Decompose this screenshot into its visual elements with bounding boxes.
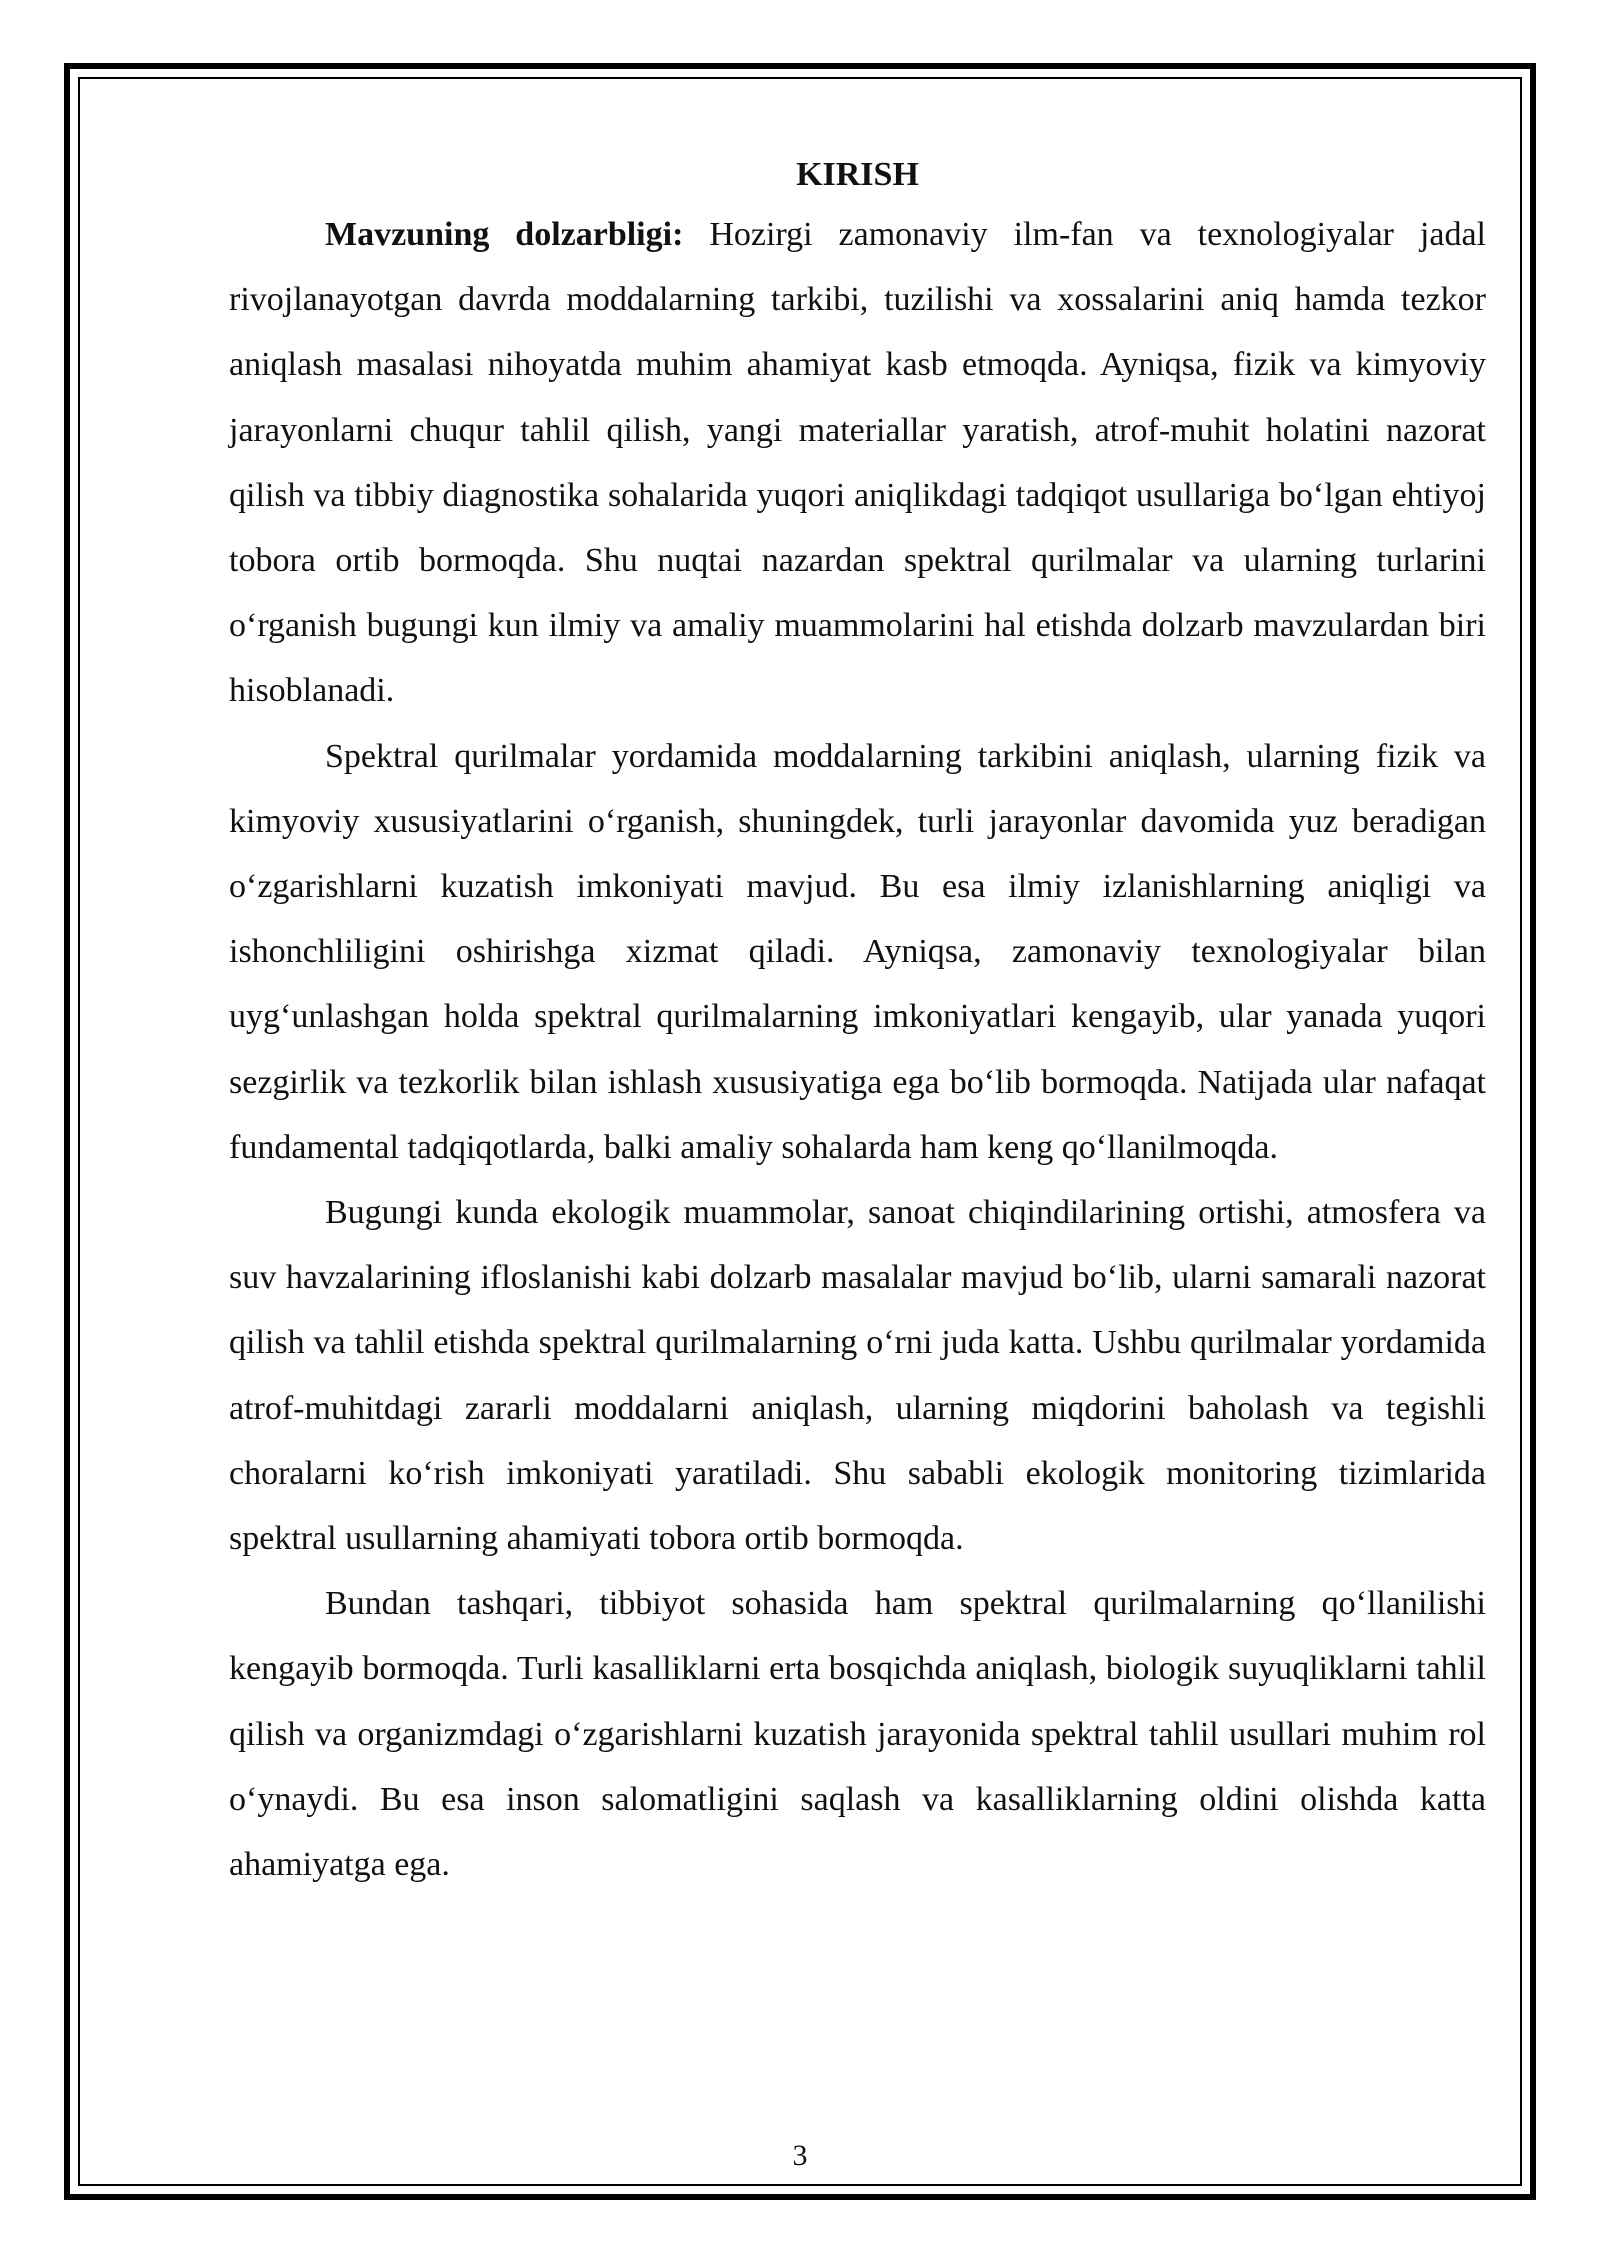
paragraph-ecology: Bugungi kunda ekologik muammolar, sanoat chiqindilarining ortishi, atmosfera va suv havzalarining ifloslanishi kabi dolzarb masalalar mavjud boʻlib, ularni samarali nazorat qilish va tahlil etishda spektral qurilmalarning oʻrni juda katta. Ushbu qurilmalar yordamida atrof-muhitdagi zararli moddalarni aniqlash, ularning miqdorini baholash va tegishli choralarni koʻrish imkoniyati yaratiladi. Shu sababli ekologik monitoring tizimlarida spektral usullarning ahamiyati tobora ortib bormoqda. xyxy=(229,1194,1486,1558)
page-content xyxy=(229,148,1486,1897)
paragraph-medicine: Bundan tashqari, tibbiyot sohasida ham spektral qurilmalarning qoʻllanilishi kengayib bormoqda. Turli kasalliklarni erta bosqichda aniqlash, biologik suyuqliklarni tahlil qilish va organizmdagi oʻzgarishlarni kuzatish jarayonida spektral tahlil usullari muhim rol oʻynaydi. Bu esa inson salomatligini saqlash va kasalliklarning oldini olishda katta ahamiyatga ega. xyxy=(229,1585,1486,1884)
section-title: KIRISH xyxy=(796,156,919,193)
paragraph-spectral-devices: Spektral qurilmalar yordamida moddalarning tarkibini aniqlash, ularning fizik va kimyoviy xususiyatlarini oʻrganish, shuningdek, turli jarayonlar davomida yuz beradigan oʻzgarishlarni kuzatish imkoniyati mavjud. Bu esa ilmiy izlanishlarning aniqligi va ishonchliligini oshirishga xizmat qiladi. Ayniqsa, zamonaviy texnologiyalar bilan uygʻunlashgan holda spektral qurilmalarning imkoniyatlari kengayib, ular yanada yuqori sezgirlik va tezkorlik bilan ishlash xususiyatiga ega boʻlib bormoqda. Natijada ular nafaqat fundamental tadqiqotlarda, balki amaliy sohalarda ham keng qoʻllanilmoqda. xyxy=(229,737,1486,1166)
paragraph-relevance xyxy=(229,202,1486,724)
paragraph-text: Hozirgi zamonaviy ilm-fan va texnologiyalar jadal rivojlanayotgan davrda moddalarning tarkibi, tuzilishi va xossalarini aniq hamda tezkor aniqlash masalasi nihoyatda muhim ahamiyat kasb etmoqda. Ayniqsa, fizik va kimyoviy jarayonlarni chuqur tahlil qilish, yangi materiallar yaratish, atrof-muhit holatini nazorat qilish va tibbiy diagnostika sohalarida yuqori aniqlikdagi tadqiqot usullariga boʻlgan ehtiyoj tobora ortib bormoqda. Shu nuqtai nazardan spektral qurilmalar va ularning turlarini oʻrganish bugungi kun ilmiy va amaliy muammolarini hal etishda dolzarb mavzulardan biri hisoblanadi. xyxy=(229,216,1487,710)
paragraph-lead: Mavzuning dolzarbligi: xyxy=(325,216,684,253)
page-number: 3 xyxy=(792,2139,808,2172)
